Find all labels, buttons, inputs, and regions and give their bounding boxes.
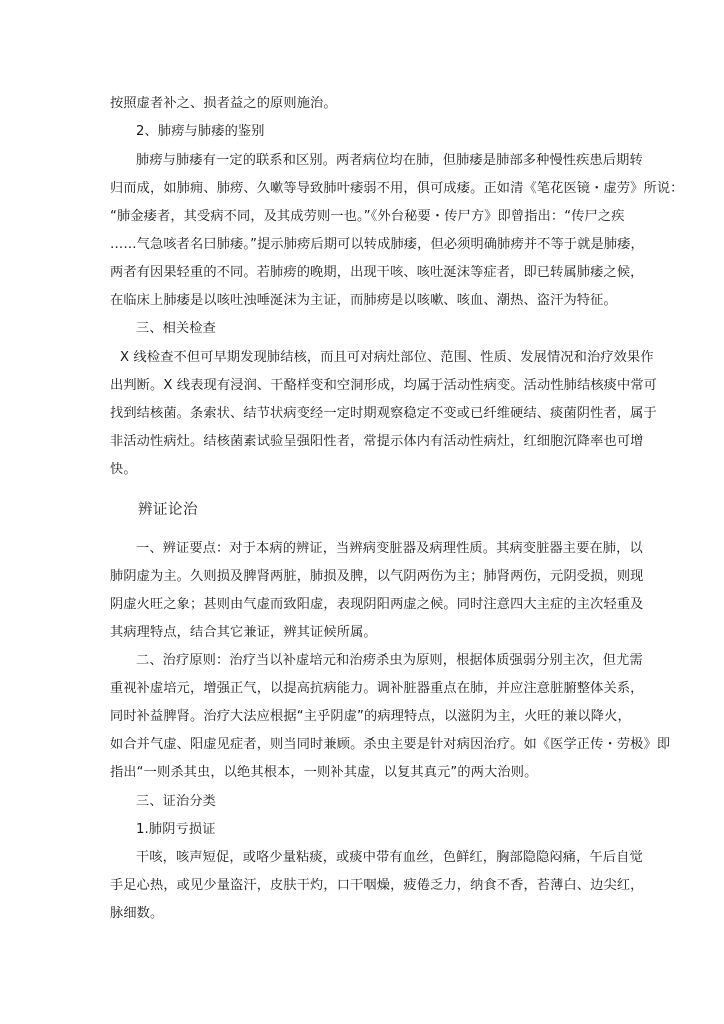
paragraph-line: 出判断。X 线表现有浸润、干酪样变和空洞形成，均属于活动性病变。活动性肺结核痰中常可 xyxy=(110,378,658,393)
paragraph-line: 同时补益脾肾。治疗大法应根据“主乎阴虚”的病理特点，以滋阴为主，火旺的兼以降火， xyxy=(110,709,631,724)
paragraph-line: 干咳，咳声短促，或咯少量粘痰，或痰中带有血丝，色鲜红，胸部隐隐闷痛，午后自觉 xyxy=(136,850,643,865)
paragraph-line: X 线检查不但可早期发现肺结核，而且可对病灶部位、范围、性质、发展情况和治疗效果作 xyxy=(120,350,654,365)
paragraph-line: 在临床上肺痿是以咳吐浊唾涎沫为主证，而肺痨是以咳嗽、咳血、潮热、盗汗为特征。 xyxy=(110,293,617,308)
paragraph-line: “肺金痿者，其受病不同，及其成劳则一也。”《外台秘要・传尸方》即曾指出：“传尸之疾 xyxy=(110,209,625,224)
paragraph-line: 找到结核菌。条索状、结节状病变经一定时期观察稳定不变或已纤维硬结、痰菌阴性者，属于 xyxy=(110,406,657,421)
paragraph-line: 其病理特点，结合其它兼证，辨其证候所属。 xyxy=(110,625,377,640)
paragraph-line: 快。 xyxy=(110,462,137,477)
paragraph-line: 重视补虚培元，增强正气，以提高抗病能力。调补脏器重点在肺，并应注意脏腑整体关系， xyxy=(110,681,644,696)
paragraph-line: 脉细数。 xyxy=(110,906,164,921)
paragraph-line: 归而成，如肺痈、肺痨、久嗽等导致肺叶痿弱不用，俱可成痿。正如清《笔花医镜・虚劳》所说： xyxy=(110,181,684,196)
paragraph-line: 指出“一则杀其虫，以绝其根本，一则补其虚，以复其真元”的两大治则。 xyxy=(110,765,538,780)
paragraph-line: 如合并气虚、阳虚见症者，则当同时兼顾。杀虫主要是针对病因治疗。如《医学正传・劳极》即 xyxy=(110,737,671,752)
paragraph-line: 肺痨与肺痿有一定的联系和区别。两者病位均在肺，但肺痿是肺部多种慢性疾患后期转 xyxy=(136,153,643,168)
paragraph-line: ……气急咳者名曰肺痿。”提示肺痨后期可以转成肺痿，但必须明确肺痨并不等于就是肺痿， xyxy=(110,237,644,252)
subsection-title: 1.肺阴亏损证 xyxy=(136,822,216,837)
section-3-title: 三、相关检查 xyxy=(136,321,217,336)
section-2-title: 2、肺痨与肺痿的鉴别 xyxy=(136,124,265,139)
paragraph-line: 一、辨证要点：对于本病的辨证，当辨病变脏器及病理性质。其病变脏器主要在肺，以 xyxy=(136,541,643,556)
paragraph-line: 非活动性病灶。结核菌素试验呈强阳性者，常提示体内有活动性病灶，红细胞沉降率也可增 xyxy=(110,434,644,449)
intro-text: 按照虚者补之、损者益之的原则施治。 xyxy=(110,96,337,111)
paragraph-line: 阴虚火旺之象；甚则由气虚而致阳虚，表现阴阳两虚之候。同时注意四大主症的主次轻重及 xyxy=(110,597,644,612)
paragraph-line: 肺阴虚为主。久则损及脾肾两脏，肺损及脾，以气阴两伤为主；肺肾两伤，元阴受损，则现 xyxy=(110,569,644,584)
section-title: 三、证治分类 xyxy=(136,794,217,809)
paragraph-line: 两者有因果轻重的不同。若肺痨的晚期，出现干咳、咳吐涎沫等症者，即已转属肺痿之候， xyxy=(110,265,644,280)
paragraph-line: 二、治疗原则：治疗当以补虚培元和治痨杀虫为原则，根据体质强弱分别主次，但尤需 xyxy=(136,653,643,668)
paragraph-line: 手足心热，或见少量盗汗，皮肤干灼，口干咽燥，疲倦乏力，纳食不香，苔薄白、边尖红， xyxy=(110,878,644,893)
main-heading: 辨证论治 xyxy=(138,502,198,518)
